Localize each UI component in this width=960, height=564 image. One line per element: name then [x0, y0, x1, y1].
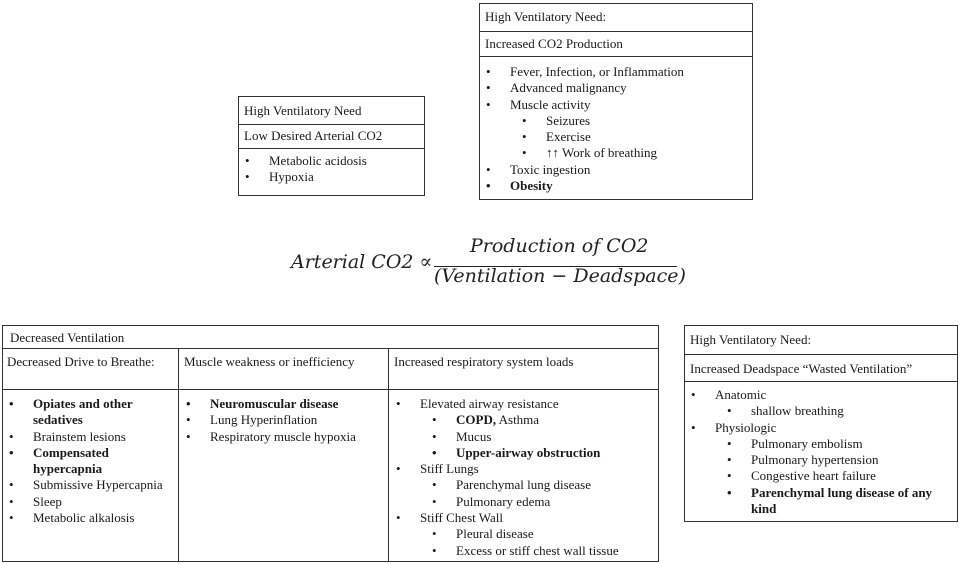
list-item: • Toxic ingestion [480, 162, 752, 178]
list-item-label: Elevated airway resistance [420, 396, 559, 411]
list-item [685, 420, 957, 518]
list-item [390, 510, 660, 559]
list-item: • Pulmonary hypertension [715, 452, 957, 468]
list-item-label: Physiologic [715, 419, 777, 435]
list-item: • Sleep [3, 494, 178, 510]
sub-list [510, 113, 752, 162]
bullet-list [480, 57, 752, 194]
column-header: Muscle weakness or inefficiency [184, 354, 355, 369]
box-decreased-ventilation [2, 325, 659, 562]
box-increased-deadspace [684, 325, 958, 522]
box-low-desired-co2 [238, 96, 425, 196]
bullet-list [239, 149, 424, 186]
list-item-label: Muscle activity [510, 96, 591, 112]
divider [388, 349, 389, 561]
list-item: • Lung Hyperinflation [180, 412, 388, 428]
equation-numerator: Production of CO2 [470, 235, 649, 257]
list-item-label: Anatomic [715, 387, 767, 402]
sub-list [715, 403, 957, 419]
list-item: • Compensated hypercapnia [3, 445, 178, 478]
list-item: • Parenchymal lung disease of any kind [715, 485, 957, 518]
box-title: High Ventilatory Need: [480, 4, 752, 32]
box-title: High Ventilatory Need: [685, 326, 957, 355]
list-item: • Upper-airway obstruction [420, 445, 660, 461]
bullet-list-drive [3, 396, 178, 526]
list-item [480, 97, 752, 162]
list-item [390, 461, 660, 510]
divider [3, 348, 658, 349]
list-item: • Hypoxia [239, 169, 424, 185]
box-increased-co2-production [479, 3, 753, 200]
divider [178, 349, 179, 561]
list-item-label: Stiff Lungs [420, 461, 479, 477]
list-item: • Exercise [510, 129, 752, 145]
list-item: • Submissive Hypercapnia [3, 477, 178, 493]
column-header: Decreased Drive to Breathe: [7, 354, 155, 369]
box-subtitle: Increased Deadspace “Wasted Ventilation” [685, 355, 957, 382]
list-item [420, 412, 660, 428]
list-item: • Pulmonary embolism [715, 436, 957, 452]
list-item [685, 387, 957, 420]
list-item: • ↑↑ Work of breathing [510, 145, 752, 161]
list-item [390, 396, 660, 461]
list-item: • Seizures [510, 113, 752, 129]
asthma-label: Asthma [496, 412, 540, 428]
bullet-list [685, 382, 957, 517]
list-item: • Opiates and other sedatives [3, 396, 178, 429]
sub-list [420, 477, 660, 510]
list-item-label: Stiff Chest Wall [420, 510, 503, 526]
list-item: • Excess or stiff chest wall tissue [420, 543, 660, 559]
list-item: • shallow breathing [715, 403, 957, 419]
sub-list [420, 526, 660, 559]
list-item: • Obesity [480, 178, 752, 194]
box-title: Decreased Ventilation [10, 330, 125, 345]
copd-label: COPD, [456, 412, 497, 428]
box-subtitle: Increased CO2 Production [480, 32, 752, 57]
box-title: High Ventilatory Need [239, 97, 424, 125]
list-item: • Metabolic acidosis [239, 153, 424, 169]
list-item: • Fever, Infection, or Inflammation [480, 64, 752, 80]
list-item: • Congestive heart failure [715, 468, 957, 484]
list-item: • Pulmonary edema [420, 494, 660, 510]
list-item: • Advanced malignancy [480, 80, 752, 96]
list-item: • Respiratory muscle hypoxia [180, 429, 388, 445]
list-item: • Parenchymal lung disease [420, 477, 660, 493]
sub-list [420, 412, 660, 461]
list-item: • Pleural disease [420, 526, 660, 542]
column-header: Increased respiratory system loads [394, 354, 574, 369]
list-item: • Metabolic alkalosis [3, 510, 178, 526]
equation-denominator: (Ventilation − Deadspace) [434, 265, 686, 287]
bullet-list-loads [390, 396, 660, 559]
box-subtitle: Low Desired Arterial CO2 [239, 125, 424, 149]
bullet-list-muscle [180, 396, 388, 445]
list-item: • Mucus [420, 429, 660, 445]
equation-lhs: Arterial CO2 ∝ [291, 251, 433, 273]
sub-list [715, 436, 957, 517]
list-item: • Neuromuscular disease [180, 396, 388, 412]
list-item: • Brainstem lesions [3, 429, 178, 445]
divider [3, 389, 658, 390]
